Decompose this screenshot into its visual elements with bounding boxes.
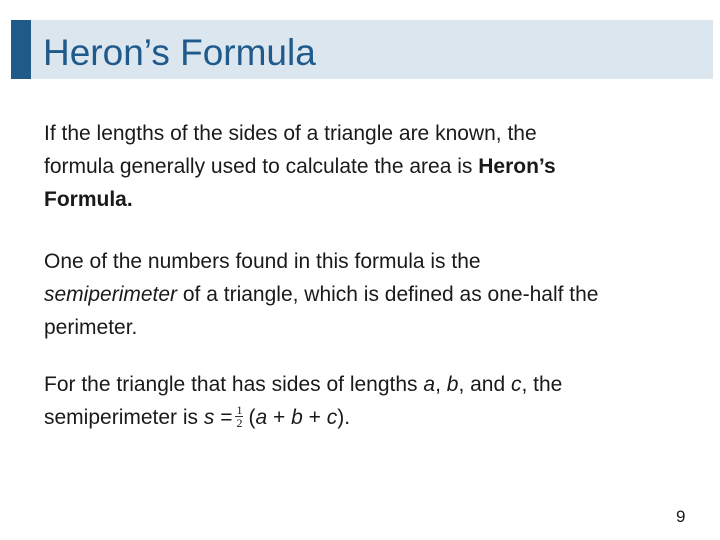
- paragraph2-line3: perimeter.: [44, 316, 138, 339]
- close-paren: ).: [337, 406, 351, 429]
- paragraph3-line2: semiperimeter is: [44, 406, 204, 429]
- plus-sign: +: [267, 406, 292, 429]
- paragraph1-period: .: [126, 188, 133, 211]
- var-a: a: [255, 406, 268, 429]
- plus-sign: +: [302, 406, 327, 429]
- separator: ,: [435, 373, 447, 396]
- equals-sign: =: [214, 406, 233, 429]
- fraction-denominator: 2: [236, 415, 243, 430]
- paragraph-semiperimeter: [44, 245, 704, 344]
- paragraph2-line2: of a triangle, which is defined as one-half the: [177, 283, 599, 306]
- paragraph-formula: [44, 368, 704, 434]
- herons-term-part1: Heron’s: [478, 155, 556, 178]
- paragraph1-line2: formula generally used to calculate the area is: [44, 155, 479, 178]
- var-c: c: [326, 406, 338, 429]
- paragraph-definition: [44, 117, 704, 216]
- fraction-numerator: 1: [236, 402, 243, 417]
- page-number: 9: [676, 507, 686, 526]
- paragraph1-line1: If the lengths of the sides of a triangle are known, the: [44, 122, 537, 145]
- semiperimeter-term: semiperimeter: [44, 283, 178, 306]
- var-b: b: [446, 373, 459, 396]
- paragraph2-line1: One of the numbers found in this formula is the: [44, 250, 481, 273]
- var-b: b: [291, 406, 303, 429]
- var-c: c: [510, 373, 522, 396]
- one-half-fraction: [235, 404, 243, 429]
- slide-title: Heron’s Formula: [43, 32, 316, 73]
- title-accent-bar: [11, 20, 31, 79]
- var-a: a: [423, 373, 436, 396]
- paragraph3-line1-end: , the: [521, 373, 563, 396]
- open-paren: (: [248, 406, 256, 429]
- herons-term-part2: Formula: [44, 188, 127, 211]
- separator: , and: [458, 373, 511, 396]
- paragraph3-line1: For the triangle that has sides of lengths: [44, 373, 424, 396]
- var-s: s: [203, 406, 215, 429]
